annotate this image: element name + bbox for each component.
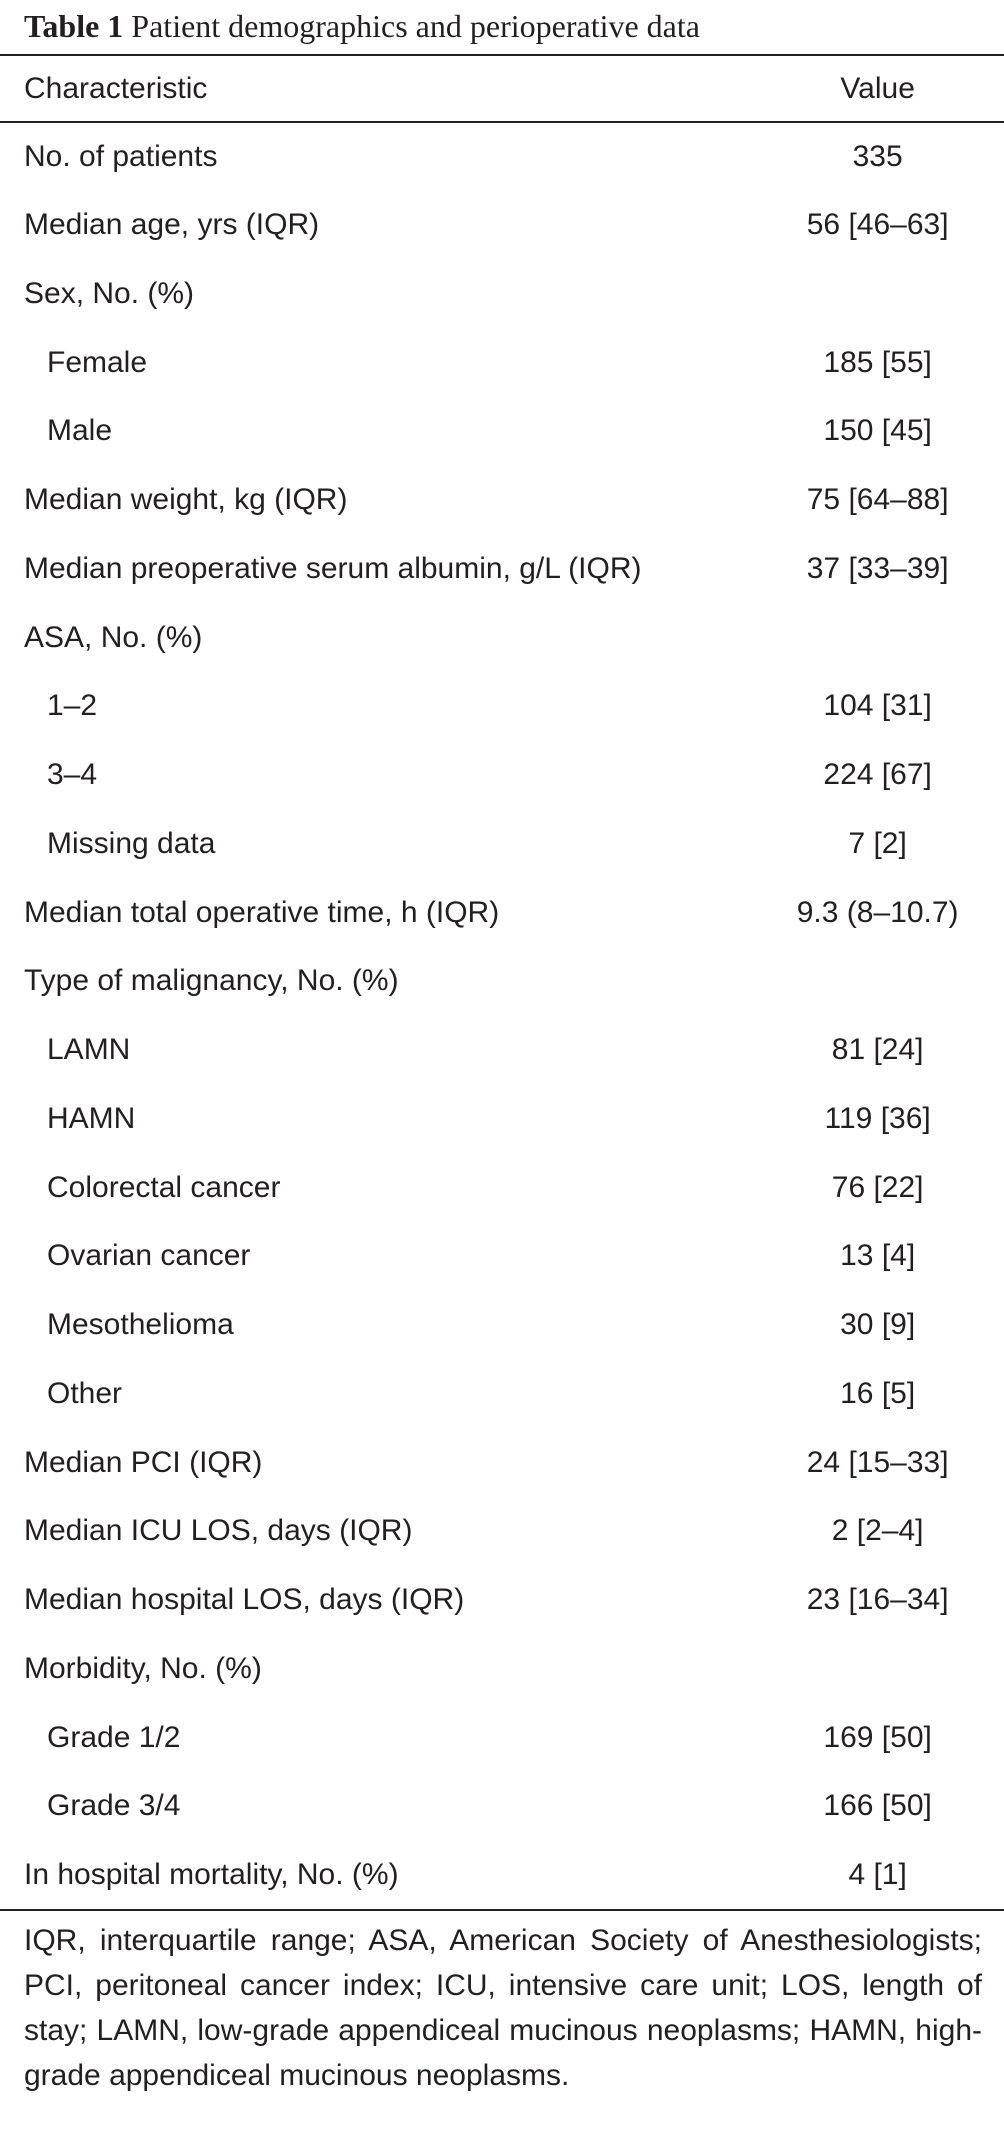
table-row <box>0 397 1004 466</box>
row-label: HAMN <box>47 1101 136 1135</box>
table-row <box>0 1222 1004 1291</box>
row-label: Sex, No. (%) <box>24 276 195 310</box>
table-row <box>0 1703 1004 1772</box>
row-label: Median ICU LOS, days (IQR) <box>24 1514 413 1548</box>
table-row <box>0 1635 1004 1704</box>
table-row <box>0 1291 1004 1360</box>
table-row <box>0 947 1004 1016</box>
row-label: Male <box>47 414 113 448</box>
row-label: Mesothelioma <box>47 1308 234 1342</box>
table-row <box>0 535 1004 604</box>
row-value: 16 [5] <box>840 1376 916 1410</box>
table-row <box>0 1566 1004 1635</box>
row-value: 7 [2] <box>848 826 907 860</box>
row-value: 30 [9] <box>840 1308 916 1342</box>
row-value <box>751 260 1004 329</box>
row-value: 150 [45] <box>823 414 932 448</box>
row-value: 119 [36] <box>824 1101 931 1135</box>
row-label: ASA, No. (%) <box>24 620 203 654</box>
row-value: 104 [31] <box>823 689 932 723</box>
row-value: 185 [55] <box>823 345 932 379</box>
row-value: 76 [22] <box>831 1170 924 1204</box>
row-value: 81 [24] <box>831 1033 924 1067</box>
table-row <box>0 1085 1004 1154</box>
row-label: Median preoperative serum albumin, g/L (IQR) <box>24 551 642 585</box>
row-label: Ovarian cancer <box>47 1239 251 1273</box>
table-bottom-rule <box>0 1909 1004 1911</box>
table-footnote: IQR, interquartile range; ASA, American Society of Anesthesiologists; PCI, peritoneal cancer index; ICU, intensive care unit; LOS, length of stay; LAMN, low-grade appendiceal mucinous neoplasms; HAMN, high-grade appendiceal mucinous neoplasms. <box>24 1924 982 2092</box>
row-value: 37 [33–39] <box>806 551 949 585</box>
table-row <box>0 1841 1004 1910</box>
table-row <box>0 810 1004 879</box>
row-label: Missing data <box>47 826 216 860</box>
row-value: 56 [46–63] <box>806 208 949 242</box>
table-row <box>0 1153 1004 1222</box>
demographics-table <box>0 56 1004 1910</box>
row-value: 9.3 (8–10.7) <box>796 895 959 929</box>
row-label: Morbidity, No. (%) <box>24 1651 262 1685</box>
table-body <box>0 122 1004 1910</box>
row-label: Median weight, kg (IQR) <box>24 483 348 517</box>
row-label: Other <box>47 1376 123 1410</box>
table-row <box>0 878 1004 947</box>
row-value: 169 [50] <box>823 1720 932 1754</box>
row-value: 13 [4] <box>840 1239 916 1273</box>
table-header <box>0 56 1004 122</box>
row-value: 75 [64–88] <box>806 483 949 517</box>
table-header-row <box>0 56 1004 122</box>
column-header-characteristic: Characteristic <box>24 71 208 105</box>
row-value: 166 [50] <box>823 1789 932 1823</box>
row-label: No. of patients <box>24 139 218 173</box>
row-label: Median age, yrs (IQR) <box>24 208 320 242</box>
table-row <box>0 741 1004 810</box>
row-value <box>751 603 1004 672</box>
row-value: 335 <box>852 139 903 173</box>
table-row <box>0 1360 1004 1429</box>
row-value <box>751 1635 1004 1704</box>
row-label: Median PCI (IQR) <box>24 1445 263 1479</box>
table-row <box>0 1497 1004 1566</box>
row-label: LAMN <box>47 1033 131 1067</box>
table-row <box>0 328 1004 397</box>
row-label: In hospital mortality, No. (%) <box>24 1858 399 1892</box>
row-label: 1–2 <box>47 689 98 723</box>
row-label: Grade 3/4 <box>47 1789 181 1823</box>
table-row <box>0 603 1004 672</box>
row-value: 2 [2–4] <box>831 1514 924 1548</box>
row-label: 3–4 <box>47 758 98 792</box>
row-label: Grade 1/2 <box>47 1720 181 1754</box>
table-row <box>0 122 1004 191</box>
row-value <box>751 947 1004 1016</box>
row-label: Female <box>47 345 148 379</box>
table-caption-label: Table 1 <box>24 8 124 44</box>
row-value: 224 [67] <box>823 758 932 792</box>
row-value: 24 [15–33] <box>806 1445 949 1479</box>
row-label: Median hospital LOS, days (IQR) <box>24 1583 465 1617</box>
table-row <box>0 260 1004 329</box>
row-value: 23 [16–34] <box>806 1583 949 1617</box>
table-row <box>0 1428 1004 1497</box>
table-row <box>0 1772 1004 1841</box>
table-caption <box>0 0 1004 50</box>
row-label: Median total operative time, h (IQR) <box>24 895 500 929</box>
table-row <box>0 191 1004 260</box>
table-row <box>0 1016 1004 1085</box>
row-value: 4 [1] <box>848 1858 907 1892</box>
table-caption-title: Patient demographics and perioperative data <box>131 8 700 44</box>
table-row <box>0 466 1004 535</box>
row-label: Colorectal cancer <box>47 1170 281 1204</box>
column-header-value: Value <box>840 71 915 105</box>
table-row <box>0 672 1004 741</box>
row-label: Type of malignancy, No. (%) <box>24 964 399 998</box>
